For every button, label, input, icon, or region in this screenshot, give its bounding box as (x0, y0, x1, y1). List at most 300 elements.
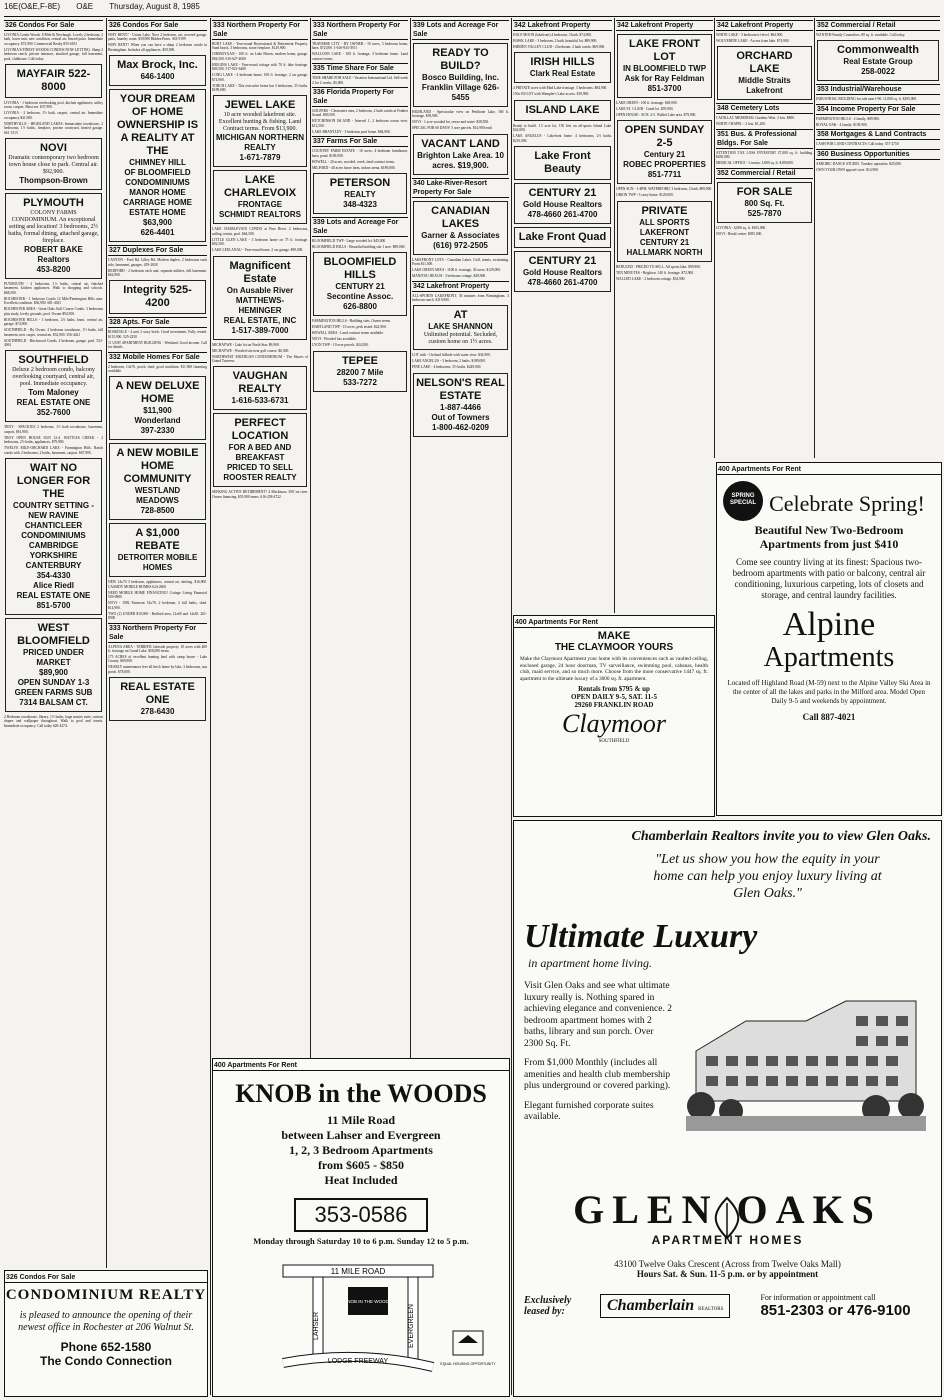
ad-brand-sub: APARTMENT HOMES (651, 1233, 804, 1247)
display-ad-box (109, 523, 206, 577)
ad-line: Lake Front Quad (518, 231, 607, 244)
ad-line: 646-1400 (140, 72, 175, 82)
ad-line: ROOSTER REALTY (223, 473, 297, 483)
classified-listing: LIVONIA - 2 bedroom, 1½ bath, carport, central air. Immediate occupancy $41,900. (4, 111, 103, 120)
section-heading: 337 Farms For Sale (312, 136, 408, 147)
ad-line: A $1,000 REBATE (135, 527, 180, 553)
ad-phone: Phone 652-1580 (60, 1340, 152, 1354)
display-ad-box (313, 351, 407, 392)
classified-listing: ROYAL OAK - 4 family. $139,900. (816, 122, 868, 127)
issue-date: Thursday, August 8, 1985 (109, 2, 200, 11)
ad-line: REAL ESTATE, INC (223, 315, 297, 325)
classified-listing: LAKE ST. CLAIR - Canal lot. $59,900. (616, 107, 674, 111)
ad-hours: Hours Sat. & Sun. 11-5 p.m. or by appointment (636, 1269, 819, 1279)
column-rule (714, 18, 715, 458)
ad-line: GREEN FARMS SUB (14, 687, 93, 697)
classified-listing: WHY RENT? When you can have a sharp 2 bedroom condo in Birmingham. Includes all appliances. $59,900. (108, 43, 207, 52)
display-ad-box (213, 256, 307, 340)
ad-line: $11,900 (143, 406, 172, 416)
column-rule (410, 18, 411, 1058)
classified-listing: BURT LAKE - Year-round Recreational & Retirement Property. Sand beach, 3 bedrooms, stone fireplace. $129,900. (212, 42, 308, 51)
ad-rent: Rentals from $795 & up (578, 685, 650, 693)
classified-listing: HOWELL - 20 acres, wooded, creek, land contract terms. (312, 159, 395, 164)
classified-listing: HIDDEN VALLEY CLUB - 2 bedroom, 2 bath condo. $69,900. (513, 45, 606, 49)
ad-line: 1-517-389-7000 (231, 325, 289, 335)
ad-line: Brighton Lake Area. 10 acres. $19,900. (417, 150, 504, 170)
classified-listing: 173 ACRES of excellent hunting land with camp house - Lake County. $69,000. (108, 654, 207, 664)
map-pin-label: KNOB IN THE WOODS (344, 1299, 392, 1304)
ad-line: 7314 BALSAM CT. (19, 697, 88, 707)
body-col (524, 981, 674, 1131)
ad-line: ROBEC PROPERTIES (623, 160, 706, 170)
display-ad-box (109, 55, 206, 86)
condo-connection-ad (4, 1270, 208, 1397)
section-heading: 354 Income Property For Sale (816, 104, 940, 115)
ad-line: REAL ESTATE ONE (120, 681, 195, 707)
ad-line: Alice Riedl (33, 580, 74, 590)
ad-location: Located off Highland Road (M-59) next to the Alpine Valley Ski Area in the center of all the lakes and parks in the Milford area. Model Open Daily 9-5 and weekends by appointment. (727, 679, 931, 705)
equal-housing-label: EQUAL HOUSING OPPORTUNITY (440, 1362, 496, 1366)
ad-line: 478-4660 261-4700 (527, 278, 598, 288)
ad-line: CAMBRIDGE (28, 540, 79, 550)
classified-column-4 (312, 18, 408, 1068)
ad-line: COUNTRY SETTING - NEW RAVINE (13, 500, 94, 520)
ad-line: Deluxe 2 bedroom condo, balcony overlooking courtyard, central air, pool. Immediate occupancy. (12, 367, 95, 388)
ad-line: PRIVATE (641, 204, 688, 217)
classified-listing: WOLVERINE LAKE - Across from lake. $74,900. (716, 39, 790, 43)
section-heading: 326 Condos For Sale (5, 1273, 207, 1283)
classified-listing: LIVONIA'S FINEST WOODS CONDOS NOW LETTING. Sharp 2 bedroom ranch, private entrance, attached garage, full basement, pool, clubhouse. Call today. (4, 47, 103, 61)
classified-listing: HIGHLAND - Spectacular view on Pettibone Lake, 160 ft. frontage. $39,900. (412, 110, 509, 119)
classified-listing: 150x150 LOT with Wampler's Lake access. $18,900. (513, 92, 590, 97)
classified-listing: BLOOMFIELD TWP - Large wooded lot. $45,000. (312, 239, 387, 244)
classified-listing: 4 PRIVATE acres with Mud Lake frontage. 3 bedrooms. $84,900. (513, 86, 608, 91)
section-heading: 342 Lakefront Property (412, 281, 509, 292)
ad-line: FOR A BED AND BREAKFAST (228, 443, 292, 463)
classified-listing: REDFORD - 2 bedroom each unit, separate utilities, full basement. $62,900. (108, 268, 207, 278)
ad-brand-2: Apartments (763, 642, 895, 673)
classified-listing: ORION TWP - 3 story home. $129,000. (616, 193, 674, 198)
ad-line: COLONY FARMS CONDOMINIUM. An exceptional setting and location! 3 bedrooms, 2½ baths, formal dining, attached garage, fireplace. (8, 210, 99, 245)
classified-listing: OPEN HOUSE - SUN. 2-5. Walled Lake area. $79,900. (616, 113, 697, 117)
classified-listing: WANTED-Family Counselors. 80 sq. ft. available. Call today. (816, 33, 906, 37)
classified-listing: LAKE ANGELUS - Lakefront home. 4 bedrooms, 2½ baths. $210,000. (513, 134, 612, 143)
glen-oaks-ad-full (513, 820, 942, 1397)
classified-listing: HIGGINS LAKE - Year-round cottage with 70 ft. lake frontage. $69,500. 517-821-6400 (212, 62, 308, 72)
classified-listing: LIVONIA - 1 bedroom overlooking pool, kitchen appliances, utility room, carport. Must see. $37,900. (4, 101, 103, 110)
ad-line: READY TO BUILD? (432, 47, 489, 72)
classified-listing: LAKE ANGELUS - 3 bedroom, 2 baths. $189,000. (412, 359, 486, 364)
ad-body: Elegant furnished corporate suites available. (524, 1100, 654, 1122)
classified-listing: LAKE ORION - 100 ft. frontage. $49,000. (616, 101, 678, 105)
ad-line: A NEW MOBILE HOME COMMUNITY (116, 447, 199, 486)
classified-column-7 (616, 18, 713, 473)
ad-subtitle: in apartment home living. (528, 956, 652, 970)
ad-line: VAUGHAN REALTY (232, 370, 288, 396)
ad-line: 1-887-4466 (440, 402, 481, 412)
ad-line: 397-2330 (140, 426, 175, 436)
ad-brand: GLEN OAKS (573, 1187, 882, 1232)
ad-line: MEADOWS (136, 496, 179, 506)
classified-listing: TORCH LAKE - This executive home has 3 bedrooms, 3½ baths. $189,000. (212, 83, 308, 93)
classified-listing: PLYMOUTH - 2 bedrooms, 1½ baths, central air, finished basement, kitchen appliances. Walk to shopping and schools. $68,500. (4, 282, 103, 295)
column-rule (511, 18, 512, 1395)
script-text: "Let us show you how the equity in your home can help you enjoy luxury living at Glen Oaks." (653, 852, 882, 901)
ad-line: Ask for Ray Feldman (624, 74, 705, 83)
ad-line: 28200 7 Mile (336, 367, 384, 377)
section-heading: 400 Apartments For Rent (717, 465, 941, 475)
classified-listing: COUNTRY FARM ESTATE - 10 acres, 4 bedroom farmhouse, barn, pond. $109,000. (312, 149, 408, 158)
ad-line: ESTATE HOME (129, 208, 186, 218)
ad-line: JEWEL LAKE (224, 99, 296, 112)
classified-listing: LAKE ORION AREA - 1100 ft. frontage, 30 acres. $129,000. (412, 268, 501, 273)
ad-line: Real Estate Group (843, 57, 913, 67)
section-heading: 333 Northern Property For Sale (212, 20, 308, 40)
classified-listing: Ready to build. 1.5 acre lot, 150 feet on all-sports Island Lake. $42,000. (513, 123, 612, 133)
ad-line: NOVI (40, 142, 67, 155)
ad-line: Commonwealth (837, 44, 919, 57)
section-heading: 339 Lots and Acreage For Sale (312, 217, 408, 237)
classified-column-5 (412, 18, 509, 683)
classified-listing: TIME SHARE FOR SALE - Vacation International Ltd. Sell week 2 for 2 weeks. $5,000. (312, 76, 408, 85)
section-heading: 327 Duplexes For Sale (108, 245, 207, 256)
ad-line: Dramatic contemporary two bedroom town house close to park. Central air. $92,900. (8, 155, 99, 176)
building-illustration (686, 981, 926, 1131)
display-ad-box (617, 201, 712, 262)
ad-line: OPEN SUNDAY 2-5 (624, 124, 705, 150)
ad-line: ISLAND LAKE (525, 103, 600, 116)
ad-line: PRICED UNDER MARKET (23, 647, 84, 667)
classified-listing: HUTCHINSON ISLAND - Interval 1, 2 bedroom ocean view. $12,500. (312, 119, 408, 128)
paper-name: O&E (76, 2, 94, 11)
column-rule (210, 18, 211, 1395)
classified-listing: WHITE LAKE - 3 bedroom tri-level. $84,900. (716, 33, 784, 37)
ad-headline: Celebrate Spring! (769, 491, 925, 516)
ad-subhead: Beautiful New Two-Bedroom Apartments from just $410 (754, 523, 904, 551)
ad-line: CENTURY 21 HALLMARK NORTH (626, 237, 703, 257)
ad-line: MICHIGAN NORTHERN REALTY (216, 133, 304, 153)
classified-listing: BLOOMFIELD HILLS - Beautiful building site 1 acre. $89,000. (312, 245, 406, 250)
ad-line: A NEW DELUXE HOME (115, 380, 200, 406)
ad-line: CONDOMINIUMS (125, 178, 190, 188)
ad-line: Middle Straits Lakefront (738, 76, 791, 96)
ad-line: 11 Mile Road (327, 1113, 395, 1127)
display-ad-box (313, 173, 407, 214)
display-ad-box (109, 677, 206, 721)
glen-oaks-logo-icon (702, 1193, 752, 1243)
ad-line: FOR SALE (736, 185, 793, 198)
ad-line: Out of Towners (431, 412, 490, 422)
classified-listing: NEARLY maintenance free all brick home by lake, 3 bedrooms, sun porch. $78,000. (108, 665, 207, 674)
classified-listing: MICHAYWE - Lake lot on North Star. $9,900. (212, 342, 280, 347)
ad-line: 851-7711 (647, 170, 682, 180)
ad-line: LAKE CHARLEVOIX (223, 174, 297, 200)
ad-line: NELSON'S REAL ESTATE (416, 376, 505, 402)
ad-line: Gold House Realtors (522, 268, 603, 278)
classified-listing: WHITE CHAPEL - 2 lots. $1,200. (716, 122, 766, 127)
ad-line: WESTLAND (134, 486, 181, 496)
ad-line: 1-671-7879 (239, 153, 281, 163)
classified-listing: OWN YOUR OWN apparel store. $14,900. (816, 167, 879, 172)
classified-listing: HARTLAND TWP - 10 acres, perk tested. $22,900. (312, 325, 387, 330)
classified-listing: MANITOU BEACH - 3 bedroom cottage. $49,900. (412, 274, 487, 279)
ad-line: Wonderland (134, 416, 181, 426)
ad-line: TEPEE (341, 354, 379, 367)
display-ad-box (514, 227, 611, 248)
ad-line: 1-800-462-0209 (432, 422, 489, 432)
ad-line: $63,900 (143, 218, 172, 228)
ad-line: REALTY (344, 190, 376, 200)
ad-line: WAIT NO LONGER FOR THE (16, 461, 91, 500)
ad-line: ALL SPORTS LAKEFRONT (639, 217, 690, 237)
ad-line: Clark Real Estate (529, 69, 596, 79)
page-header (4, 2, 940, 17)
ad-line: ROBERT BAKE (24, 245, 83, 255)
classified-listing: LYON TWP - 10 acre parcels. $24,500. (312, 343, 369, 348)
ad-body: From $1,000 Monthly (includes all amenities and health club membership plus underground or covered parking). (524, 1058, 671, 1091)
section-heading: 358 Mortgages & Land Contracts (816, 129, 940, 140)
display-ad-box (617, 34, 712, 98)
display-ad-box (213, 170, 307, 224)
classified-listing: FARMINGTON HILLS - Building sites. Owner terms. (312, 319, 391, 324)
classified-column-8 (716, 18, 813, 473)
display-ad-box (413, 373, 508, 437)
classified-listing: NOVI - Wooded lots available. (312, 337, 357, 342)
ad-line: IN BLOOMFIELD TWP (622, 64, 707, 73)
ad-address: 43100 Twelve Oaks Crescent (Across from Twelve Oaks Mall) (614, 1259, 841, 1269)
ad-line: REAL ESTATE ONE (16, 590, 91, 600)
classified-listing: PINE LAKE - 4 bedrooms, 3½ baths. $249,000. (412, 365, 482, 370)
ad-line: Century 21 (643, 150, 686, 160)
ad-line: Lake Front Beauty (534, 150, 591, 176)
display-ad-box (5, 350, 102, 422)
banner-text: Chamberlain Realtors invite you to view Glen Oaks. (631, 829, 931, 844)
ad-big-title: Ultimate Luxury (524, 918, 758, 955)
ad-line: DETROITER MOBILE HOMES (117, 553, 198, 573)
ad-brand: The Condo Connection (40, 1354, 172, 1368)
display-ad-box (817, 40, 939, 81)
display-ad-box (313, 252, 407, 316)
display-ad-box (109, 89, 206, 242)
classified-listing: 2 bedroom, 14x70, porch, shed, good condition. $11,900 financing available. (108, 364, 207, 374)
classified-listing: SEEKING ACTIVE RETIREMENT? 4 Mackinaw, 300' on river. Owner financing. $55,900 terms. 616-258-4722 (212, 490, 308, 499)
classified-column-3 (212, 18, 308, 1068)
ad-line: LAKE FRONT LOT (629, 38, 700, 63)
display-ad-box (717, 46, 812, 100)
classified-listing: AEROBIC DANCE STUDIO. Turnkey operation. $25,000. (816, 161, 902, 166)
ad-line: Thompson-Brown (19, 176, 88, 186)
ad-line: (616) 972-2505 (433, 240, 488, 250)
display-ad-box (514, 251, 611, 292)
ad-line: CENTURY 21 (528, 255, 597, 268)
ad-line: PLYMOUTH (23, 197, 84, 210)
classified-listing: TWO (2) UNDER $10,000 - Redford area, 12x60 and 14x65. 261-8500 (108, 611, 207, 621)
body-row (524, 981, 931, 1131)
ad-line: SCHMIDT REALTORS (219, 210, 301, 220)
page-number: 16E(O&E,F-8E) (4, 2, 61, 11)
ad-body: Come see country living at its finest: Spacious two-bedroom apartments with patio or balcony, central air conditioning, luxurious carpeting, lots of closets and storage, and central laundry facilities. (732, 557, 926, 600)
ad-line: 258-0022 (861, 67, 895, 77)
section-heading: 351 Bus. & Professional Bldgs. For Sale (716, 129, 813, 149)
classified-listing: NEED MOBILE HOME FINANCING? Cottage Living Financial 559-0880 (108, 590, 207, 600)
classified-listing: ATTENTION TAX LOSS INVESTOR! 27,000 sq. ft. building. $450,000. (716, 150, 813, 160)
section-heading: 342 Lakefront Property (716, 20, 813, 31)
section-heading: 339 Lots and Acreage For Sale (412, 20, 509, 40)
display-ad-box (514, 100, 611, 121)
classified-listing: LITTLE GLEN LAKE - 3 bedroom home on 75 ft. frontage. $92,500. (212, 237, 308, 247)
ad-line: 10 acre wooded lakefront site. Excellent hunting & fishing. Land Contract terms. From $13,900. (218, 112, 302, 133)
classified-listing: CHEBOYGAN - 100 ft. on Lake Huron, modern home, garage. $84,500. 616-627-4000 (212, 52, 308, 61)
column-rule (106, 18, 107, 1268)
chamberlain-logo (600, 1294, 730, 1318)
display-ad-box (5, 138, 102, 190)
display-ad-box (213, 413, 307, 487)
ad-line: 478-4660 261-4700 (527, 210, 598, 220)
logo-text: Chamberlain (607, 1297, 695, 1314)
display-ad-box (413, 134, 508, 175)
ad-line: between Lahser and Evergreen (281, 1128, 441, 1142)
section-heading: 340 Lake-River-Resort Property For Sale (412, 178, 509, 198)
section-heading: 333 Northern Property For Sale (312, 20, 408, 40)
ad-line: 352-7600 (36, 408, 71, 418)
column-rule (614, 18, 615, 613)
ad-line: Magnificent Estate (229, 259, 291, 285)
classified-listing: ROCHESTER AREA - Great Oaks Golf Course Condo. 3 bedrooms plus study, lovely grounds, pool. Owner $94,500. (4, 307, 103, 316)
section-heading: 332 Mobile Homes For Sale (108, 352, 207, 363)
display-ad-box (413, 201, 508, 255)
ad-line: 851-5700 (36, 600, 71, 610)
ad-body: Make the Claymoor Apartment your home with its conveniences such as vaulted ceiling, enclosed garage, 24 hour doorman, TV surveillance, swimming pool, cabanas, health club, maid service, and so much more. Choose from the more conservative 1447 sq. ft. apartment to the ultimate luxury of a 3000 sq. ft. apartment. (520, 656, 708, 682)
ad-line: from $605 - $850 (317, 1158, 405, 1172)
classified-listing: ROCHESTER - 1 bedroom Condo 12 Mile/Farmington Hills area. Excellent condition. $36,900. 681-4021 (4, 296, 103, 306)
chamberlain-banner (524, 829, 931, 902)
ad-line: OF BLOOMFIELD (124, 168, 191, 178)
map-road-label: 11 MILE ROAD (330, 1267, 386, 1276)
classified-listing: LAKE BRANTLEY - 3 bedroom pool home. $84,900. (312, 129, 391, 134)
classified-listing: NORTHWEST MICHIGAN CONDOMINIUM - The Shores of Grand Traverse. (212, 354, 308, 364)
display-ad-box (5, 458, 102, 615)
ad-line: Integrity 525-4200 (123, 284, 192, 310)
ad-line: CARRIAGE HOME (123, 198, 192, 208)
ad-line: CANTERBURY (25, 560, 82, 570)
section-heading: 400 Apartments For Rent (213, 1061, 509, 1071)
classified-listing: TROY OPEN HOUSE SUN 12-4. WATTLES CREEK - 2 bedrooms, 2½ baths, appliances. $79,900. (4, 435, 103, 445)
ad-line: PETERSON (329, 177, 391, 190)
footer-row (524, 1293, 931, 1319)
ad-line: CHANTICLEER CONDOMINIUMS (21, 520, 86, 540)
classified-listing: CADILLAC MEMORIAL Gardens West. 2 lots. $800. (716, 116, 795, 121)
ad-line: 278-6430 (140, 707, 175, 717)
display-ad-box (109, 376, 206, 440)
ad-line: BLOOMFIELD HILLS (323, 256, 397, 282)
ad-line: ORCHARD LAKE (736, 50, 793, 76)
display-ad-box (617, 120, 712, 184)
ad-line: Franklin Village 626-5455 (421, 83, 500, 102)
section-heading: 326 Condos For Sale (108, 20, 207, 31)
ad-line: CHIMNEY HILL (129, 158, 186, 168)
classified-listing: LIVONIA Condo Woods. 8 Mile & Newburgh. Lovely 2 bedroom, 2 bath, lower unit, new condition, central air, fenced patio. Immediate occupancy. $72,900. Commercial Realty 855-6181 (4, 33, 103, 46)
classified-listing: HOWELL AREA - Land contract terms available. (312, 331, 384, 336)
classified-listing: SOUTHFIELD - By Owner. 2 bedroom townhouse, 1½ baths, full basement, new carpet, central air. $52,900. 356-4421 (4, 328, 103, 337)
section-heading: 400 Apartments For Rent (514, 618, 714, 628)
ad-phone: 353-0586 (314, 1202, 408, 1227)
ad-hours: Monday through Saturday 10 to 6 p.m. Sunday 12 to 5 p.m. (253, 1236, 469, 1246)
section-heading: 360 Business Opportunities (816, 149, 940, 160)
claymoor-ad (513, 615, 715, 817)
ad-line: MATTHEWS-HEMINGER (235, 295, 285, 315)
ad-line: 851-3700 (647, 84, 682, 93)
classified-listing: ALL-SPORTS LAKEFRONT, 30 minutes from Birmingham. 3 bedroom ranch. $119,900. (412, 293, 509, 303)
classified-listing: LIVONIA - 4,000 sq. ft. $165,000. (716, 225, 767, 230)
ad-line: REAL ESTATE ONE (16, 398, 91, 408)
ad-address: 29260 FRANKLIN ROAD (574, 701, 654, 709)
ad-brand: Claymoor (562, 709, 666, 738)
classified-listing: TEN MINUTES - Brighton. 140 ft. frontage. $72,900. (616, 270, 695, 275)
classified-listing: ROCHESTER HILLS - 3 bedroom, 2½ baths, bsmt, central air, garage. $74,900. (4, 317, 103, 327)
section-heading: 326 Condos For Sale (4, 20, 103, 31)
classified-listing: LONG LAKE - 4 bedroom home, 100 ft. frontage, 2 car garage. $74,900. (212, 73, 308, 82)
classified-listing: ALPENA AREA - TERRIFIC lakeside property. 10 acres with 400 ft. frontage on Grand Lake. $58,000 terms. (108, 644, 207, 653)
ad-title: MAKE (597, 630, 631, 642)
ad-body: is pleased to announce the opening of their newest office in Rochester at 206 Walnut St. (18, 1310, 194, 1333)
info-text: For information or appointment call (760, 1293, 876, 1302)
ad-brand: Alpine (782, 606, 876, 643)
ad-line: 453-8200 (36, 265, 71, 275)
ad-line: 354-4330 (36, 570, 71, 580)
ad-line: 348-4323 (343, 200, 377, 210)
section-heading: 342 Lakefront Property (616, 20, 713, 31)
classified-listing: NOVI - 1 acre wooded lot, sewer and water. $38,500. (412, 120, 489, 125)
display-ad-box (514, 52, 611, 83)
classified-listing: MILFORD - 40 acres horse farm, indoor arena. $189,000. (312, 165, 396, 170)
ad-line: $89,900 (39, 667, 68, 677)
section-heading: 352 Commercial / Retail (816, 20, 940, 31)
ad-line: LAKE SHANNON (428, 322, 493, 332)
display-ad-box (514, 146, 611, 180)
ad-title: KNOB in the WOODS (235, 1079, 487, 1108)
ad-line: Unlimited potential. Secluded, custom home on 1½ acres. (423, 332, 498, 346)
classified-listing: FARMINGTON HILLS - 2 family. $89,900. (816, 116, 880, 121)
display-ad-box (5, 64, 102, 98)
classified-column-2 (108, 18, 207, 1268)
contact-block (760, 1293, 910, 1319)
ad-line: 728-8500 (140, 506, 175, 516)
ad-line: Gold House Realtors (522, 200, 603, 210)
display-ad-box (213, 95, 307, 167)
display-ad-box (109, 443, 206, 520)
display-ad-box (413, 43, 508, 107)
classified-listing: LOT with - Orchard hillside with water view. $34,900. (412, 353, 491, 358)
spring-special-badge (723, 481, 763, 521)
column-rule (310, 18, 311, 1058)
ad-line: YOUR DREAM OF HOME OWNERSHIP IS A REALITY AT THE (116, 93, 199, 158)
classified-listing: WHY RENT? - Union Lake, Novi 2 bedroom, air, covered garage, patio, laundry room. $39,900 Hidden Pines. 363-9199 (108, 33, 207, 42)
classified-listing: NEW 14x70 3 bedroom, appliances, central air, skirting. $16,900. CASSIDY MOBILE HOMES 624-2600 (108, 580, 207, 589)
classified-listing: NOVI - 1982 Fairmont 14x70, 2 bedroom, 2 full baths, shed. $14,900. (108, 601, 207, 610)
classified-listing: ROSEDALE - 4 unit 2 story brick. Good investment. Fully rented. $115,900. 525-2250 (108, 330, 207, 339)
classified-listing: INDUSTRIAL BUILDING for sale near I-96. 11,000 sq. ft. $295,000. (816, 97, 918, 102)
column-rule (814, 18, 815, 458)
classified-listing: REDUCED - PRICED TO SELL. All sports lake. $99,900. (616, 264, 701, 269)
section-heading: 335 Time Share For Sale (312, 63, 408, 74)
classified-listing: SPECIAL FOR 60 DAYS! 5 acre parcels. $14,900 each. (412, 126, 493, 131)
classified-listing: 2 Bedroom townhouse, library, 1½ baths, large master suite, custom drapes and wallpaper throughout. Walk to pool and tennis. Immediate occupancy. Call today 626-4474. (4, 714, 103, 728)
ad-line: CENTURY 21 (528, 187, 597, 200)
knob-in-the-woods-ad (212, 1058, 510, 1397)
ad-line: MANOR HOME (129, 188, 186, 198)
ad-hours: OPEN DAILY 9-5, SAT. 11-5 (571, 693, 657, 701)
ad-line: 1, 2, 3 Bedroom Apartments (289, 1143, 433, 1157)
